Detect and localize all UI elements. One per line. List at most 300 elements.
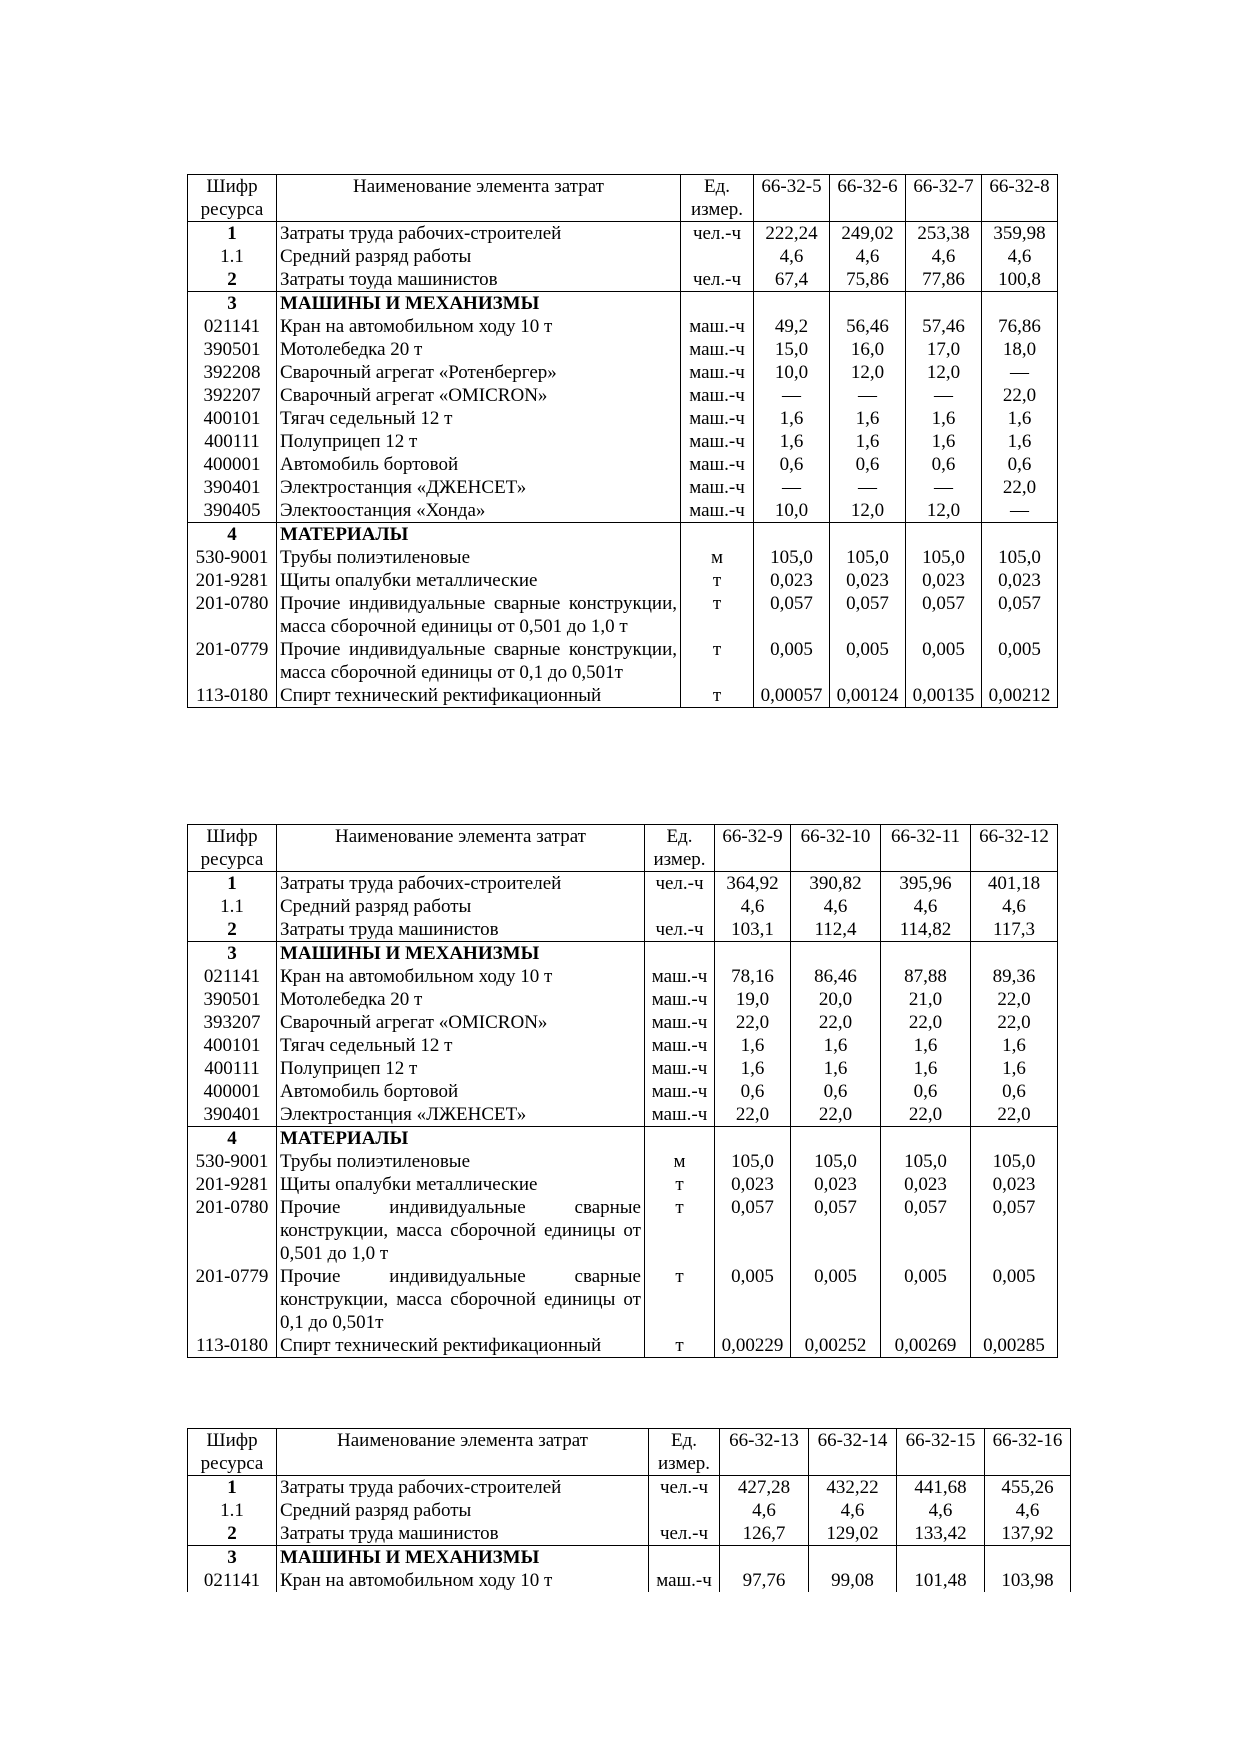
section-title: МАТЕРИАЛЫ — [277, 1127, 645, 1151]
row-value: 20,0 — [791, 988, 881, 1011]
row-value: — — [906, 476, 982, 499]
row-value: 0,6 — [715, 1080, 791, 1103]
section-row-machines — [188, 292, 1058, 316]
row-name: Кран на автомобильном ходу 10 т — [277, 965, 645, 988]
row-unit: чел.-ч — [645, 918, 715, 942]
row-value: 22,0 — [982, 476, 1058, 499]
row-unit: маш.-ч — [681, 453, 754, 476]
row-code: 2 — [188, 1522, 277, 1546]
row-value: 10,0 — [754, 499, 830, 523]
section-row-machines — [188, 942, 1058, 966]
row-value: 0,005 — [830, 638, 906, 684]
row-value: 100,8 — [982, 268, 1058, 292]
row-code: 392208 — [188, 361, 277, 384]
row-value: 105,0 — [791, 1150, 881, 1173]
row-code: 392207 — [188, 384, 277, 407]
row-value: 0,005 — [881, 1265, 971, 1334]
table-row — [188, 988, 1058, 1011]
row-name: Щиты опалубки металлические — [277, 1173, 645, 1196]
row-code: 390401 — [188, 476, 277, 499]
row-value: 0,6 — [982, 453, 1058, 476]
row-value: 21,0 — [881, 988, 971, 1011]
row-name: Затраты труда рабочих-строителей — [277, 1476, 649, 1500]
row-unit: маш.-ч — [645, 1057, 715, 1080]
row-unit: т — [681, 592, 754, 638]
row-value: 0,6 — [881, 1080, 971, 1103]
header-col-1: 66-32-13 — [720, 1429, 809, 1476]
row-code: 1 — [188, 222, 277, 246]
row-value: 129,02 — [809, 1522, 897, 1546]
row-value: 0,00229 — [715, 1334, 791, 1358]
row-code: 021141 — [188, 315, 277, 338]
row-name: Электростанция «ЛЖЕНСЕТ» — [277, 1103, 645, 1127]
row-value: 89,36 — [971, 965, 1058, 988]
row-unit: маш.-ч — [681, 499, 754, 523]
table-row — [188, 546, 1058, 569]
row-value: 0,00124 — [830, 684, 906, 708]
row-value: 12,0 — [830, 361, 906, 384]
header-col-3: 66-32-7 — [906, 175, 982, 222]
row-code: 390405 — [188, 499, 277, 523]
row-value: 1,6 — [971, 1057, 1058, 1080]
row-value: 49,2 — [754, 315, 830, 338]
table-header-row — [188, 825, 1058, 872]
row-value: 112,4 — [791, 918, 881, 942]
row-value: 401,18 — [971, 872, 1058, 896]
row-value: 0,057 — [982, 592, 1058, 638]
row-value: 0,005 — [754, 638, 830, 684]
row-code: 400111 — [188, 1057, 277, 1080]
row-value: 133,42 — [897, 1522, 985, 1546]
table-row — [188, 268, 1058, 292]
row-value: 15,0 — [754, 338, 830, 361]
row-name: Прочие индивидуальные сварные конструкции, масса сборочной единицы от 0,1 до 0,501т — [277, 638, 681, 684]
row-value: 77,86 — [906, 268, 982, 292]
row-value: 105,0 — [906, 546, 982, 569]
row-value: 0,005 — [982, 638, 1058, 684]
row-value: 10,0 — [754, 361, 830, 384]
table-row — [188, 1499, 1071, 1522]
table-row — [188, 872, 1058, 896]
row-value: 0,023 — [982, 569, 1058, 592]
row-name: Трубы полиэтиленовые — [277, 1150, 645, 1173]
row-name: Полуприцеп 12 т — [277, 430, 681, 453]
row-code: 021141 — [188, 1569, 277, 1592]
row-unit: чел.-ч — [681, 222, 754, 246]
row-value: 103,1 — [715, 918, 791, 942]
row-code: 4 — [188, 1127, 277, 1151]
row-value: — — [830, 476, 906, 499]
row-code: 113-0180 — [188, 1334, 277, 1358]
header-unit: Ед. измер. — [681, 175, 754, 222]
row-code: 201-0780 — [188, 1196, 277, 1265]
table-row — [188, 384, 1058, 407]
header-code: Шифр ресурса — [188, 1429, 277, 1476]
row-value: 0,005 — [791, 1265, 881, 1334]
row-value: — — [982, 499, 1058, 523]
row-code: 400001 — [188, 1080, 277, 1103]
row-value: 1,6 — [754, 430, 830, 453]
row-value: 1,6 — [715, 1034, 791, 1057]
row-value: 19,0 — [715, 988, 791, 1011]
row-unit: маш.-ч — [681, 338, 754, 361]
table-row — [188, 315, 1058, 338]
row-code: 2 — [188, 268, 277, 292]
row-name: Средний разряд работы — [277, 245, 681, 268]
row-code: 400111 — [188, 430, 277, 453]
table-row — [188, 569, 1058, 592]
row-code: 390501 — [188, 988, 277, 1011]
row-value: 22,0 — [982, 384, 1058, 407]
table-row — [188, 499, 1058, 523]
section-row-materials — [188, 1127, 1058, 1151]
row-value: 1,6 — [982, 430, 1058, 453]
row-value: 12,0 — [906, 499, 982, 523]
section-title: МАШИНЫ И МЕХАНИЗМЫ — [277, 1546, 649, 1570]
resource-table-1 — [187, 174, 1058, 708]
row-name: Тягач седельный 12 т — [277, 407, 681, 430]
row-value: 0,057 — [791, 1196, 881, 1265]
row-value: 441,68 — [897, 1476, 985, 1500]
row-value: 4,6 — [809, 1499, 897, 1522]
row-value: 103,98 — [985, 1569, 1071, 1592]
row-value: 12,0 — [906, 361, 982, 384]
table-row — [188, 407, 1058, 430]
row-value: 1,6 — [906, 430, 982, 453]
row-value: 0,023 — [881, 1173, 971, 1196]
row-code: 4 — [188, 523, 277, 547]
row-unit: маш.-ч — [681, 361, 754, 384]
row-value: 22,0 — [971, 1103, 1058, 1127]
row-unit: маш.-ч — [681, 315, 754, 338]
row-unit: маш.-ч — [645, 988, 715, 1011]
row-value: 57,46 — [906, 315, 982, 338]
row-value: 390,82 — [791, 872, 881, 896]
header-col-1: 66-32-5 — [754, 175, 830, 222]
row-value: 432,22 — [809, 1476, 897, 1500]
section-title: МАШИНЫ И МЕХАНИЗМЫ — [277, 292, 681, 316]
header-col-2: 66-32-10 — [791, 825, 881, 872]
row-name: Щиты опалубки металлические — [277, 569, 681, 592]
row-name: Электоостанция «Хонда» — [277, 499, 681, 523]
row-unit: маш.-ч — [645, 1080, 715, 1103]
row-value: 0,057 — [754, 592, 830, 638]
table-row — [188, 1334, 1058, 1358]
row-name: Средний разряд работы — [277, 1499, 649, 1522]
row-unit: маш.-ч — [681, 384, 754, 407]
row-value: 67,4 — [754, 268, 830, 292]
row-name: Сварочный агрегат «Ротенбергер» — [277, 361, 681, 384]
row-value: 1,6 — [791, 1034, 881, 1057]
table-header-row — [188, 1429, 1071, 1476]
row-value: 0,00269 — [881, 1334, 971, 1358]
table-row — [188, 592, 1058, 638]
row-value: 395,96 — [881, 872, 971, 896]
row-value: 0,023 — [754, 569, 830, 592]
row-value: 4,6 — [830, 245, 906, 268]
row-code: 530-9001 — [188, 1150, 277, 1173]
row-value: 22,0 — [791, 1103, 881, 1127]
row-value: 0,00252 — [791, 1334, 881, 1358]
row-value: 0,00212 — [982, 684, 1058, 708]
table-row — [188, 1080, 1058, 1103]
row-value: 249,02 — [830, 222, 906, 246]
row-code: 3 — [188, 292, 277, 316]
row-code: 1.1 — [188, 895, 277, 918]
row-code: 2 — [188, 918, 277, 942]
row-value: 105,0 — [881, 1150, 971, 1173]
row-value: 0,057 — [715, 1196, 791, 1265]
row-value: 4,6 — [881, 895, 971, 918]
row-value: 4,6 — [897, 1499, 985, 1522]
table-row — [188, 638, 1058, 684]
row-value: 105,0 — [971, 1150, 1058, 1173]
row-value: 22,0 — [791, 1011, 881, 1034]
row-value: 4,6 — [985, 1499, 1071, 1522]
row-unit: чел.-ч — [681, 268, 754, 292]
row-value: 4,6 — [720, 1499, 809, 1522]
row-name: Средний разряд работы — [277, 895, 645, 918]
row-value: 4,6 — [715, 895, 791, 918]
row-value: 4,6 — [791, 895, 881, 918]
row-value: 4,6 — [971, 895, 1058, 918]
row-name: Тягач седельный 12 т — [277, 1034, 645, 1057]
row-code: 201-0779 — [188, 638, 277, 684]
row-value: 0,023 — [830, 569, 906, 592]
section-title: МАТЕРИАЛЫ — [277, 523, 681, 547]
row-name: Мотолебедка 20 т — [277, 988, 645, 1011]
table-row — [188, 430, 1058, 453]
row-value: — — [830, 384, 906, 407]
table-row — [188, 1265, 1058, 1334]
row-unit: маш.-ч — [681, 407, 754, 430]
row-name: Автомобиль бортовой — [277, 453, 681, 476]
row-value: 222,24 — [754, 222, 830, 246]
row-value: 137,92 — [985, 1522, 1071, 1546]
table-row — [188, 1476, 1071, 1500]
row-value: 56,46 — [830, 315, 906, 338]
table-row — [188, 338, 1058, 361]
row-value: 0,6 — [971, 1080, 1058, 1103]
row-value: 16,0 — [830, 338, 906, 361]
row-value: 0,057 — [830, 592, 906, 638]
header-code: Шифр ресурса — [188, 175, 277, 222]
row-value: 99,08 — [809, 1569, 897, 1592]
table-row — [188, 918, 1058, 942]
row-value: 0,023 — [715, 1173, 791, 1196]
row-unit — [649, 1499, 720, 1522]
row-code: 201-0780 — [188, 592, 277, 638]
row-unit: маш.-ч — [645, 1011, 715, 1034]
table-row — [188, 1522, 1071, 1546]
section-row-machines — [188, 1546, 1071, 1570]
table-row — [188, 895, 1058, 918]
row-value: 22,0 — [971, 1011, 1058, 1034]
table-row — [188, 965, 1058, 988]
row-value: 1,6 — [906, 407, 982, 430]
row-unit: маш.-ч — [645, 965, 715, 988]
row-unit: т — [681, 638, 754, 684]
row-value: 427,28 — [720, 1476, 809, 1500]
row-value: 87,88 — [881, 965, 971, 988]
row-code: 390501 — [188, 338, 277, 361]
row-unit: т — [645, 1334, 715, 1358]
row-name: Затраты труда машинистов — [277, 918, 645, 942]
row-code: 1.1 — [188, 1499, 277, 1522]
table-row — [188, 1034, 1058, 1057]
section-row-materials — [188, 523, 1058, 547]
row-name: Затраты тоуда машинистов — [277, 268, 681, 292]
section-title: МАШИНЫ И МЕХАНИЗМЫ — [277, 942, 645, 966]
row-value: — — [982, 361, 1058, 384]
row-name: Электростанция «ДЖЕНСЕТ» — [277, 476, 681, 499]
row-value: 86,46 — [791, 965, 881, 988]
row-value: 364,92 — [715, 872, 791, 896]
row-name: Спирт технический ректификационный — [277, 684, 681, 708]
row-code: 113-0180 — [188, 684, 277, 708]
row-value: 0,005 — [971, 1265, 1058, 1334]
row-code: 393207 — [188, 1011, 277, 1034]
row-value: 101,48 — [897, 1569, 985, 1592]
table-row — [188, 245, 1058, 268]
row-value: — — [906, 384, 982, 407]
row-value: 0,6 — [830, 453, 906, 476]
table-header-row — [188, 175, 1058, 222]
header-col-4: 66-32-12 — [971, 825, 1058, 872]
header-code: Шифр ресурса — [188, 825, 277, 872]
table-row — [188, 1196, 1058, 1265]
row-value: 22,0 — [971, 988, 1058, 1011]
row-value: 0,057 — [971, 1196, 1058, 1265]
resource-table-3 — [187, 1428, 1071, 1592]
row-unit: маш.-ч — [681, 476, 754, 499]
row-unit: маш.-ч — [649, 1569, 720, 1592]
row-unit: чел.-ч — [649, 1522, 720, 1546]
row-name: Прочие индивидуальные сварные конструкции, масса сборочной единицы от 0,501 до 1,0 т — [277, 1196, 645, 1265]
resource-table-2 — [187, 824, 1058, 1358]
row-unit: маш.-ч — [645, 1034, 715, 1057]
row-name: Прочие индивидуальные сварные конструкции, масса сборочной единицы от 0,501 до 1,0 т — [277, 592, 681, 638]
row-unit: т — [681, 684, 754, 708]
row-value: 114,82 — [881, 918, 971, 942]
table-row — [188, 1173, 1058, 1196]
row-value: 0,005 — [906, 638, 982, 684]
row-value: 4,6 — [754, 245, 830, 268]
row-value: 105,0 — [715, 1150, 791, 1173]
row-value: 76,86 — [982, 315, 1058, 338]
header-unit: Ед. измер. — [649, 1429, 720, 1476]
row-unit: м — [681, 546, 754, 569]
row-unit: т — [645, 1265, 715, 1334]
row-value: 1,6 — [830, 407, 906, 430]
row-unit: м — [645, 1150, 715, 1173]
row-value: 0,00135 — [906, 684, 982, 708]
row-unit: т — [645, 1173, 715, 1196]
row-value: 0,023 — [971, 1173, 1058, 1196]
row-value: 17,0 — [906, 338, 982, 361]
row-unit: т — [681, 569, 754, 592]
row-value: 0,6 — [791, 1080, 881, 1103]
row-code: 3 — [188, 942, 277, 966]
table-row — [188, 476, 1058, 499]
row-name: Затраты труда рабочих-строителей — [277, 222, 681, 246]
row-code: 1 — [188, 1476, 277, 1500]
row-code: 1.1 — [188, 245, 277, 268]
row-unit — [645, 895, 715, 918]
table-row — [188, 361, 1058, 384]
row-value: 97,76 — [720, 1569, 809, 1592]
row-value: — — [754, 384, 830, 407]
row-name: Автомобиль бортовой — [277, 1080, 645, 1103]
row-value: 1,6 — [881, 1057, 971, 1080]
row-unit: чел.-ч — [645, 872, 715, 896]
row-code: 201-0779 — [188, 1265, 277, 1334]
row-value: — — [754, 476, 830, 499]
row-name: Мотолебедка 20 т — [277, 338, 681, 361]
row-code: 1 — [188, 872, 277, 896]
table-row — [188, 684, 1058, 708]
row-name: Затраты труда машинистов — [277, 1522, 649, 1546]
row-name: Прочие индивидуальные сварные конструкции, масса сборочной единицы от 0,1 до 0,501т — [277, 1265, 645, 1334]
row-value: 1,6 — [754, 407, 830, 430]
row-value: 0,00285 — [971, 1334, 1058, 1358]
table-row — [188, 1011, 1058, 1034]
row-value: 359,98 — [982, 222, 1058, 246]
row-name: Кран на автомобильном ходу 10 т — [277, 315, 681, 338]
row-unit: маш.-ч — [681, 430, 754, 453]
row-value: 4,6 — [982, 245, 1058, 268]
row-value: 253,38 — [906, 222, 982, 246]
row-value: 1,6 — [715, 1057, 791, 1080]
row-code: 201-9281 — [188, 569, 277, 592]
row-name: Сварочный агрегат «OMICRON» — [277, 384, 681, 407]
row-unit — [681, 245, 754, 268]
header-col-3: 66-32-15 — [897, 1429, 985, 1476]
header-name: Наименование элемента затрат — [277, 825, 645, 872]
row-value: 0,00057 — [754, 684, 830, 708]
row-code: 390401 — [188, 1103, 277, 1127]
row-value: 0,005 — [715, 1265, 791, 1334]
header-name: Наименование элемента затрат — [277, 175, 681, 222]
table-row — [188, 1103, 1058, 1127]
row-value: 4,6 — [906, 245, 982, 268]
row-code: 3 — [188, 1546, 277, 1570]
row-value: 22,0 — [881, 1103, 971, 1127]
row-value: 0,6 — [906, 453, 982, 476]
table-row — [188, 1057, 1058, 1080]
header-col-3: 66-32-11 — [881, 825, 971, 872]
row-value: 0,057 — [906, 592, 982, 638]
row-code: 530-9001 — [188, 546, 277, 569]
row-value: 0,6 — [754, 453, 830, 476]
row-name: Трубы полиэтиленовые — [277, 546, 681, 569]
row-value: 22,0 — [715, 1103, 791, 1127]
row-name: Сварочный агрегат «OMICRON» — [277, 1011, 645, 1034]
row-value: 1,6 — [830, 430, 906, 453]
row-value: 126,7 — [720, 1522, 809, 1546]
row-unit: чел.-ч — [649, 1476, 720, 1500]
row-value: 0,023 — [906, 569, 982, 592]
row-value: 0,023 — [791, 1173, 881, 1196]
table-row — [188, 1150, 1058, 1173]
row-code: 400001 — [188, 453, 277, 476]
row-value: 117,3 — [971, 918, 1058, 942]
row-value: 78,16 — [715, 965, 791, 988]
row-value: 18,0 — [982, 338, 1058, 361]
row-name: Кран на автомобильном ходу 10 т — [277, 1569, 649, 1592]
header-unit: Ед. измер. — [645, 825, 715, 872]
header-col-4: 66-32-8 — [982, 175, 1058, 222]
